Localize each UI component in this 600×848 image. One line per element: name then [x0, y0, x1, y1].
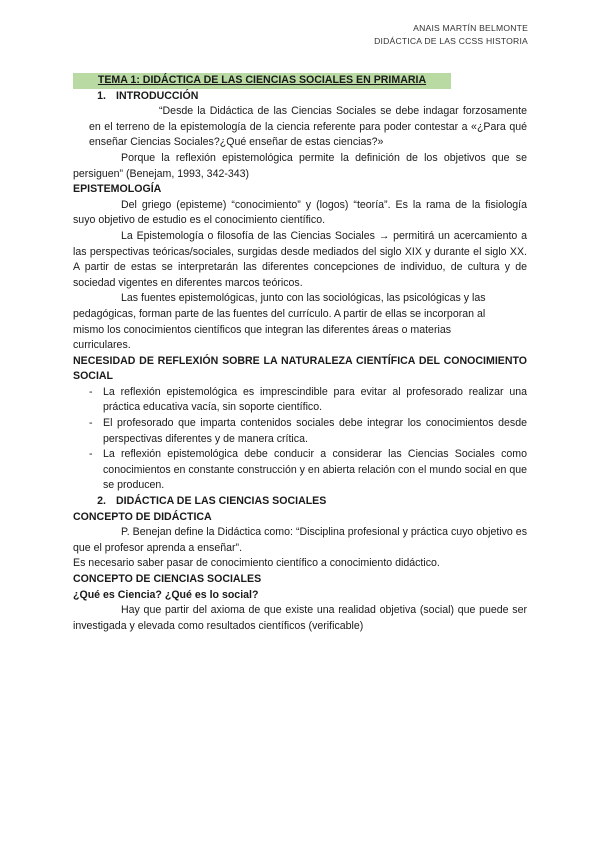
concepto-cc-paragraph-1: Hay que partir del axioma de que existe una realidad objetiva (social) que puede ser investigada y elevada como resultados científicos (verificable) [73, 604, 527, 632]
section-1-heading [73, 89, 527, 105]
list-item-text: La reflexión epistemológica es imprescindible para evitar al profesorado realizar una práctica educativa vacía, sin soporte científico. [103, 385, 527, 414]
concepto-cc-subheading: ¿Qué es Ciencia? ¿Qué es lo social? [73, 588, 259, 601]
section-1-number: 1. [97, 89, 106, 102]
epistemologia-paragraph-1: Del griego (episteme) “conocimiento” y (logos) “teoría”. Es la rama de la fisiología suyo objetivo de estudio es el conocimiento científico. [73, 198, 527, 227]
section-2-heading [73, 494, 527, 510]
document-title: TEMA 1: DIDÁCTICA DE LAS CIENCIAS SOCIALES EN PRIMARIA [73, 73, 451, 89]
dash-marker: - [89, 385, 93, 398]
page-header [374, 22, 528, 48]
section-2-number: 2. [97, 495, 106, 508]
necesidad-list [73, 385, 527, 494]
section-2-title: DIDÁCTICA DE LAS CIENCIAS SOCIALES [116, 495, 327, 508]
list-item [73, 447, 527, 494]
list-item-text: La reflexión epistemológica debe conducir a considerar las Ciencias Sociales como conocimientos en constante construcción y en abierta relación con el mundo social en que se producen. [103, 448, 528, 492]
list-item [73, 416, 527, 447]
document-body [73, 73, 527, 634]
epistemologia-heading: EPISTEMOLOGÍA [73, 183, 162, 196]
concepto-didactica-paragraph-2: Es necesario saber pasar de conocimiento científico a conocimiento didáctico. [73, 557, 440, 570]
concepto-didactica-heading: CONCEPTO DE DIDÁCTICA [73, 510, 212, 523]
section-1-title: INTRODUCCIÓN [116, 89, 199, 102]
epistemologia-paragraph-2: La Epistemología o filosofía de las Ciencias Sociales → permitirá un acercamiento a las perspectivas teóricas/sociales, surgidas desde mediados del siglo XIX y durante el siglo XX. A partir de estas se interpretarán las diferentes concepciones de individuo, de cultura y de sociedad vigentes en diferentes marcos teóricos. [73, 229, 527, 289]
list-item-text: El profesorado que imparta contenidos sociales debe integrar los conocimientos desde perspectivas diferentes y de manera crítica. [103, 417, 527, 445]
epistemologia-paragraph-3: Las fuentes epistemológicas, junto con las sociológicas, las psicológicas y las pedagógicas, forman parte de las fuentes del currículo. A partir de ellas se incorporan al mismo los conocimientos científicos que integran las diferentes áreas o materias curriculares. [73, 292, 486, 352]
concepto-cc-heading: CONCEPTO DE CIENCIAS SOCIALES [73, 573, 262, 585]
header-course: DIDÁCTICA DE LAS CCSS HISTORIA [374, 36, 528, 46]
intro-quote: “Desde la Didáctica de las Ciencias Sociales se debe indagar forzosamente en el terreno de la epistemología de la ciencia referente para poder contestar a «¿Para qué enseñar Ciencias Sociales?¿Qué enseñar de estas ciencias?» [89, 105, 527, 149]
intro-quote-continuation: Porque la reflexión epistemológica permite la definición de los objetivos que se persiguen” (Benejam, 1993, 342-343) [73, 151, 527, 180]
necesidad-heading: NECESIDAD DE REFLEXIÓN SOBRE LA NATURALEZA CIENTÍFICA DEL CONOCIMIENTO SOCIAL [73, 354, 527, 383]
concepto-didactica-paragraph-1: P. Benejan define la Didáctica como: “Disciplina profesional y práctica cuyo objetivo es que el profesor aprenda a enseñar”. [73, 526, 527, 554]
list-item [73, 385, 527, 416]
dash-marker: - [89, 417, 93, 430]
header-author: ANAIS MARTÍN BELMONTE [413, 23, 528, 33]
dash-marker: - [89, 448, 93, 461]
